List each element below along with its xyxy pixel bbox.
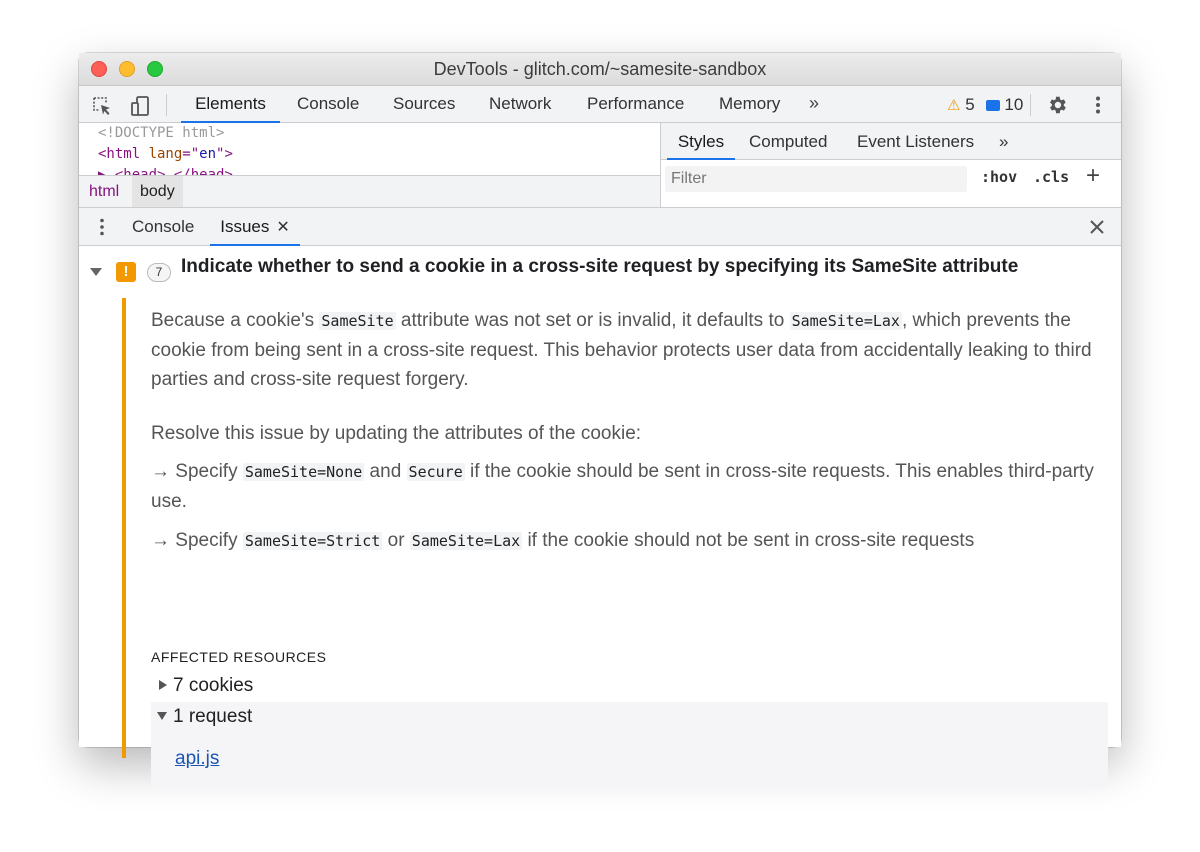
text: → Specify <box>151 530 243 551</box>
expand-arrow-icon <box>159 680 167 690</box>
issue-recommendation-1 <box>151 457 1111 516</box>
issue-paragraph-2: Resolve this issue by updating the attributes of the cookie: <box>151 423 642 444</box>
devtools-window <box>79 53 1121 769</box>
lang-attribute: lang <box>148 146 183 162</box>
tab-console[interactable]: Console <box>297 94 360 113</box>
styles-filter-input[interactable] <box>665 166 967 192</box>
doctype-line[interactable]: <!DOCTYPE html> <box>98 125 225 141</box>
messages-count: 10 <box>1004 95 1024 114</box>
elements-dom-tree[interactable] <box>79 123 661 175</box>
main-toolbar <box>79 86 1121 123</box>
code-samesite-none: SameSite=None <box>244 463 363 481</box>
text: or <box>382 530 410 551</box>
tab-performance[interactable]: Performance <box>587 94 685 113</box>
gear-icon[interactable] <box>1046 94 1068 116</box>
html-tag-close: "> <box>216 146 233 162</box>
device-toggle-icon[interactable] <box>129 95 151 117</box>
text: → Specify <box>151 461 243 482</box>
issue-counters[interactable] <box>947 86 1023 123</box>
affected-requests-toggle[interactable] <box>151 706 252 728</box>
request-label: 1 request <box>173 706 253 727</box>
warning-icon: ⚠ <box>947 97 961 114</box>
breadcrumb <box>79 175 661 207</box>
issue-severity-bar <box>122 298 126 758</box>
tab-memory[interactable]: Memory <box>719 94 781 113</box>
close-issues-tab-icon[interactable]: ✕ <box>276 219 290 236</box>
more-tabs-button[interactable]: » <box>809 93 820 113</box>
drawer-tab-console[interactable]: Console <box>132 217 195 236</box>
drawer-menu-icon[interactable] <box>95 217 109 237</box>
text: if the cookie should be sent in cross-site requests. This enables third-party use. <box>151 461 1094 512</box>
issue-header[interactable] <box>79 246 1121 290</box>
styles-tabs <box>661 123 1121 160</box>
issues-tab-label: Issues <box>220 217 270 236</box>
tab-network[interactable]: Network <box>489 94 552 113</box>
styles-filter-row <box>661 160 1121 196</box>
lang-value: en <box>199 146 217 162</box>
tab-elements[interactable]: Elements <box>181 86 280 123</box>
issue-count-badge: 7 <box>147 263 171 282</box>
code-samesite-strict: SameSite=Strict <box>244 532 381 550</box>
new-style-rule-button[interactable]: + <box>1086 162 1101 189</box>
warnings-count: 5 <box>965 95 975 114</box>
code-samesite-lax: SameSite=Lax <box>411 532 521 550</box>
text: Because a cookie's <box>151 310 320 331</box>
drawer-tab-issues[interactable] <box>210 208 300 246</box>
html-tag-open: <html <box>98 146 149 162</box>
affected-resources-heading: AFFECTED RESOURCES <box>151 649 327 665</box>
title-bar <box>79 53 1121 86</box>
html-line[interactable] <box>98 146 233 162</box>
warning-badge-icon: ! <box>116 262 136 282</box>
inspect-element-icon[interactable] <box>91 95 113 117</box>
breadcrumb-body[interactable]: body <box>132 176 183 207</box>
window-title: DevTools - glitch.com/~samesite-sandbox <box>433 59 767 79</box>
issue-paragraph-1 <box>151 306 1111 394</box>
text: attribute was not set or is invalid, it defaults to <box>395 310 790 331</box>
toolbar-separator <box>166 94 167 116</box>
breadcrumb-html[interactable]: html <box>89 183 120 200</box>
cookies-label: 7 cookies <box>173 675 254 696</box>
issue-recommendation-2 <box>151 526 974 556</box>
issues-panel <box>79 246 1121 769</box>
issue-title: Indicate whether to send a cookie in a cross-site request by specifying its SameSite attribute <box>181 256 1019 277</box>
close-drawer-icon[interactable] <box>1087 217 1107 237</box>
drawer-tabbar <box>79 207 1121 246</box>
kebab-menu-icon[interactable] <box>1088 95 1108 115</box>
message-icon <box>986 100 1000 111</box>
cls-toggle-button[interactable]: .cls <box>1033 168 1070 186</box>
styles-sidebar <box>661 123 1121 207</box>
attr-equals: =" <box>182 146 200 162</box>
code-secure: Secure <box>408 463 463 481</box>
styles-more-tabs-button[interactable]: » <box>999 132 1009 151</box>
tab-computed[interactable]: Computed <box>749 132 828 151</box>
code-samesite-lax: SameSite=Lax <box>791 312 900 330</box>
affected-cookies-toggle[interactable] <box>151 675 253 697</box>
collapse-arrow-icon <box>157 712 167 720</box>
tab-styles[interactable]: Styles <box>667 123 735 160</box>
code-samesite: SameSite <box>321 312 394 330</box>
affected-requests-section <box>151 702 1108 788</box>
text: , which prevents the cookie from being sent in a cross-site request. This behavior protects user data from accidentally leaking to third parties and cross-site request forgery. <box>151 310 1092 390</box>
tab-event-listeners[interactable]: Event Listeners <box>857 132 975 151</box>
request-link-api-js[interactable]: api.js <box>175 748 220 769</box>
text: and <box>364 461 407 482</box>
toolbar-separator <box>1030 94 1031 116</box>
text: if the cookie should not be sent in cross-site requests <box>522 530 975 551</box>
tab-sources[interactable]: Sources <box>393 94 456 113</box>
collapse-arrow-icon[interactable] <box>90 268 102 276</box>
hov-toggle-button[interactable]: :hov <box>981 168 1018 186</box>
